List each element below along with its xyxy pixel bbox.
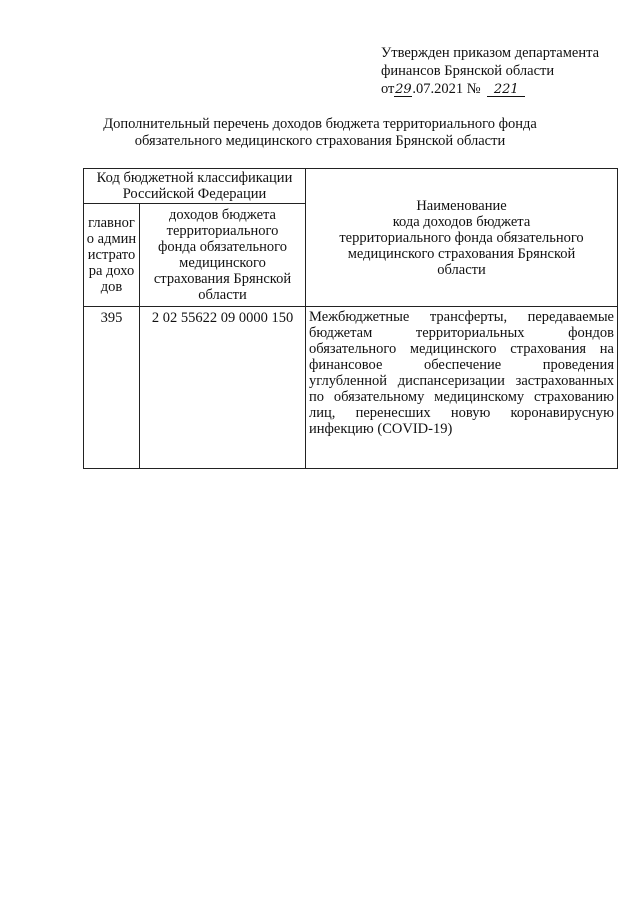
title-line-1: Дополнительный перечень доходов бюджета территориального фонда (103, 116, 537, 132)
approval-block (381, 44, 599, 98)
title-line-2: обязательного медицинского страхования Брянской области (134, 133, 506, 149)
table-row (84, 307, 618, 469)
row-income-code: 2 02 55622 09 0000 150 (140, 307, 306, 469)
approval-date-rest: .07.2021 № (412, 81, 481, 97)
approval-line-2: финансов Брянской области (381, 63, 555, 79)
header-name (306, 169, 618, 307)
header-income: доходов бюджета территориального фонда обязательного медицинского страхования Брянской области (140, 204, 306, 307)
header-row-1 (84, 169, 618, 204)
handwritten-order-number: 221 (487, 83, 525, 97)
header-admin: главного администратора доходов (84, 204, 140, 307)
header-name-line-1: Наименование (416, 197, 507, 214)
approval-line-3 (381, 80, 599, 98)
income-table (83, 168, 618, 469)
document-title (60, 116, 580, 150)
row-admin-code: 395 (84, 307, 140, 469)
row-name: Межбюджетные трансферты, передаваемые бюджетам территориальных фондов обязательного медицинского страхования на финансовое обеспечение проведения углубленной диспансеризации застрахованных по обязательному медицинскому страхованию лиц, перенесших новую коронавирусную инфекцию (COVID-19) (306, 307, 618, 469)
header-name-line-2: кода доходов бюджета территориального фонда обязательного медицинского страхования Брянской области (339, 213, 584, 278)
handwritten-day: 29 (395, 82, 412, 97)
header-code-group: Код бюджетной классификации Российской Федерации (84, 169, 306, 204)
approval-date-prefix: от (381, 81, 395, 97)
approval-line-1: Утвержден приказом департамента (381, 45, 600, 61)
